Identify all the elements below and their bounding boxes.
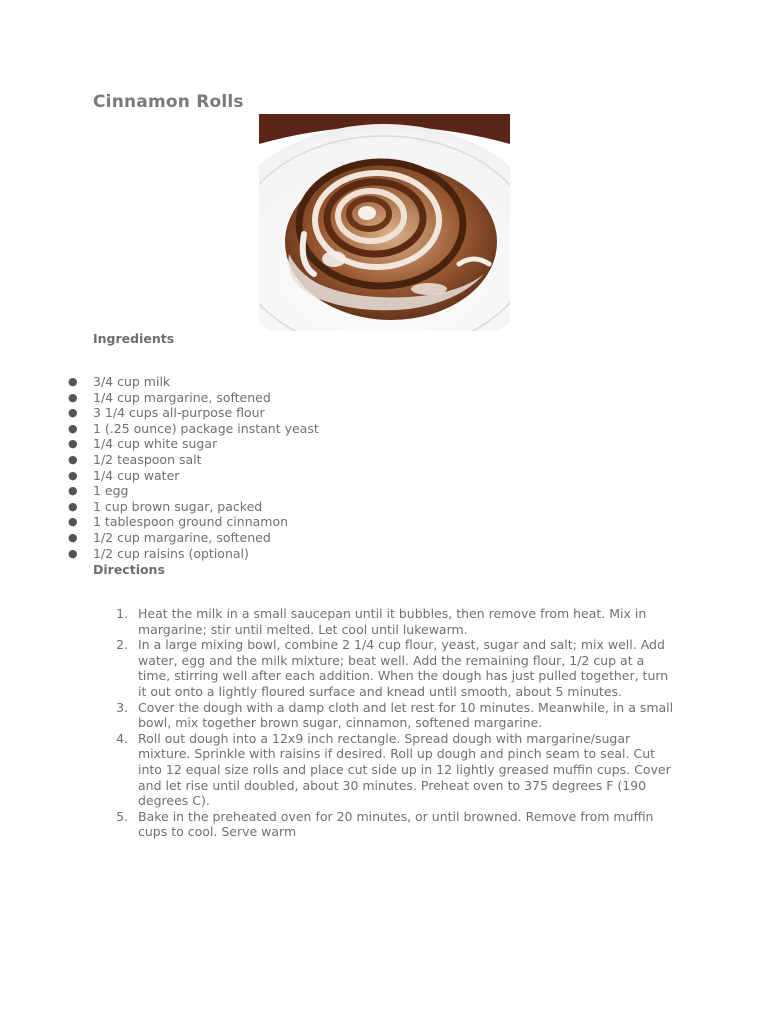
ingredient-item: ● 1/4 cup water: [68, 467, 180, 483]
bullet-icon: ●: [68, 421, 78, 435]
cinnamon-roll-photo: [259, 114, 510, 331]
step-text: Bake in the preheated oven for 20 minutes, or until browned. Remove from muffin cups to cool. Serve warm: [138, 808, 654, 840]
ingredient-item: ● 1/4 cup white sugar: [68, 436, 218, 452]
direction-step: [0, 637, 680, 699]
bullet-icon: ●: [68, 390, 78, 404]
step-number: 1.: [116, 606, 128, 621]
ingredient-item: ● 1 (.25 ounce) package instant yeast: [68, 420, 319, 436]
step-number: 3.: [116, 699, 128, 715]
step-number: 5.: [116, 808, 128, 824]
directions-heading: Directions: [93, 562, 165, 577]
bullet-icon: ●: [68, 406, 78, 420]
direction-step: [0, 606, 680, 637]
bullet-icon: ●: [68, 452, 78, 466]
step-number: 2.: [116, 637, 128, 653]
ingredient-item: ● 3/4 cup milk: [68, 374, 171, 389]
bullet-icon: ●: [68, 499, 78, 513]
ingredient-item: ● 1/4 cup margarine, softened: [68, 389, 271, 405]
ingredient-item: ● 1 egg: [68, 483, 129, 499]
step-text: Roll out dough into a 12x9 inch rectangle. Spread dough with margarine/sugar mixture. Sprinkle with raisins if desired. Roll up dough and pinch seam to seal. Cut into 12 equal size rolls and place cut side up in 12 lightly greased muffin cups. Cover and let rise until doubled, about 30 minutes. Preheat oven to 375 degrees F (190 degrees C).: [138, 730, 671, 809]
ingredient-item: ● 1 tablespoon ground cinnamon: [68, 514, 289, 530]
bullet-icon: ●: [68, 515, 78, 529]
ingredients-list: [0, 374, 319, 561]
step-text: In a large mixing bowl, combine 2 1/4 cup flour, yeast, sugar and salt; mix well. Add water, egg and the milk mixture; beat well. Add the remaining flour, 1/2 cup at a time, stirring well after each addition. When the dough has just pulled together, turn it out onto a lightly floured surface and knead until smooth, about 5 minutes.: [138, 637, 669, 699]
direction-step: [0, 809, 680, 840]
bullet-icon: ●: [68, 468, 78, 482]
ingredient-item: ● 3 1/4 cups all-purpose flour: [68, 405, 265, 421]
step-text: Cover the dough with a damp cloth and let rest for 10 minutes. Meanwhile, in a small bowl, mix together brown sugar, cinnamon, softened margarine.: [138, 699, 674, 731]
bullet-icon: ●: [68, 546, 78, 560]
direction-step: [0, 700, 680, 731]
bullet-icon: ●: [68, 530, 78, 544]
ingredient-item: ● 1/2 cup raisins (optional): [68, 545, 249, 561]
ingredient-item: ● 1/2 cup margarine, softened: [68, 529, 271, 545]
bullet-icon: ●: [68, 437, 78, 451]
bullet-icon: ●: [68, 484, 78, 498]
ingredient-item: ● 1/2 teaspoon salt: [68, 451, 202, 467]
ingredients-heading: Ingredients: [93, 331, 175, 346]
direction-step: [0, 731, 680, 809]
bullet-icon: ●: [68, 375, 78, 388]
step-number: 4.: [116, 730, 128, 746]
recipe-title: Cinnamon Rolls: [93, 92, 244, 112]
step-text: Heat the milk in a small saucepan until it bubbles, then remove from heat. Mix in margarine; stir until melted. Let cool until lukewarm.: [138, 606, 647, 637]
directions-list: [0, 606, 680, 840]
ingredient-item: ● 1 cup brown sugar, packed: [68, 498, 263, 514]
